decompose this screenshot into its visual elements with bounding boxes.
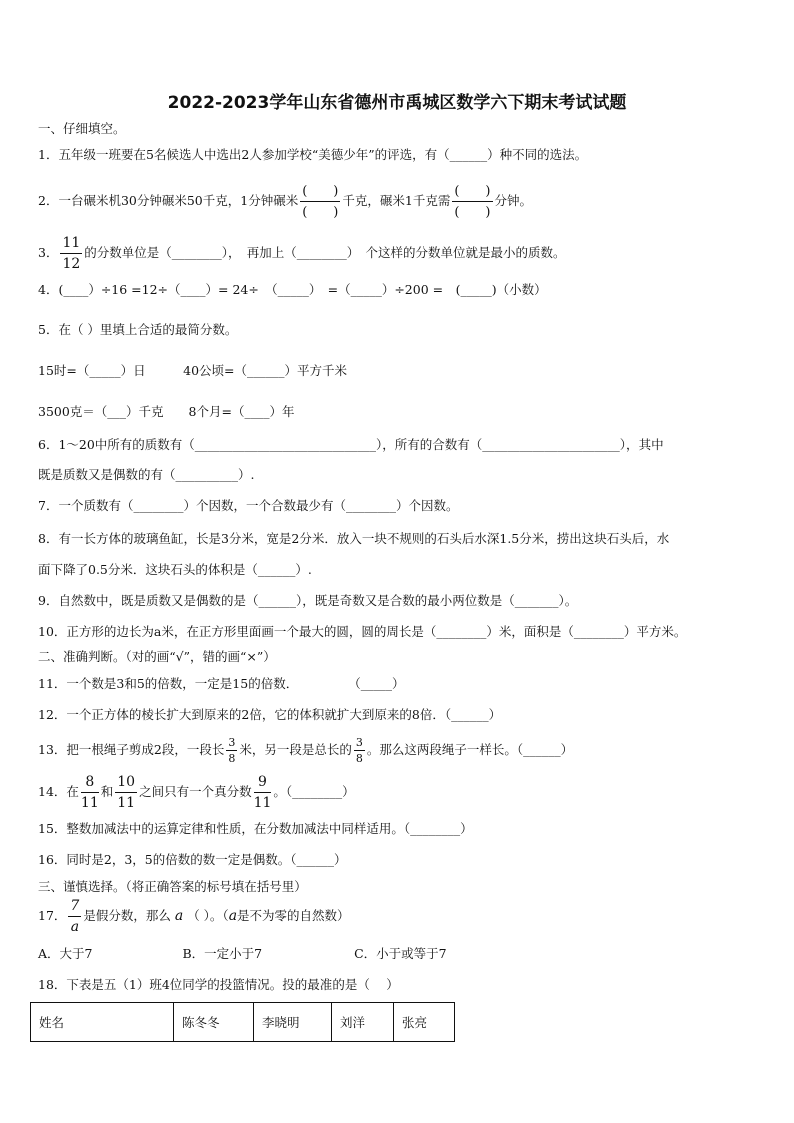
- table-cell: 陈冬冬: [174, 1003, 254, 1042]
- question-6-line-b: 既是质数又是偶数的有（__________）.: [38, 467, 255, 482]
- q13-fraction-2: $\frac{3}{8}$: [355, 735, 363, 765]
- question-1: 1．五年级一班要在5名候选人中选出2人参加学校“美德少年”的评选，有（______）种不同的选法。: [38, 147, 588, 162]
- table-cell: 李晓明: [254, 1003, 332, 1042]
- q14-text-a: 14．在: [38, 784, 79, 799]
- question-6-line-a: 6．1～20中所有的质数有（_____________________________），所有的合数有（______________________），其中: [38, 437, 664, 452]
- question-5: 5．在（ ）里填上合适的最简分数。: [38, 322, 238, 337]
- question-16: 16．同时是2，3，5的倍数的数一定是偶数。（______）: [38, 852, 347, 867]
- table-row: [31, 1003, 455, 1042]
- question-5-line-b: 3500克＝（___）千克 8个月=（____）年: [38, 404, 295, 419]
- q14-text-c: 之间只有一个真分数: [139, 784, 252, 799]
- option-a: A．大于7: [38, 946, 93, 961]
- table-cell: 姓名: [31, 1003, 174, 1042]
- question-10: 10．正方形的边长为a米，在正方形里面画一个最大的圆，圆的周长是（________）米，面积是（________）平方米。: [38, 624, 687, 639]
- q17-text-c: （ ）。（: [187, 908, 229, 923]
- q3-text: 的分数单位是（________）， 再加上（________） 个这样的分数单位就是最小的质数。: [84, 245, 566, 260]
- q17-text-b: 是假分数，那么: [83, 908, 171, 923]
- table-cell: 刘洋: [332, 1003, 394, 1042]
- question-2: [38, 180, 532, 222]
- q17-variable-a-2: a: [228, 908, 238, 924]
- question-17: [38, 896, 350, 936]
- table-cell: 张亮: [394, 1003, 455, 1042]
- q14-fraction-1: $\frac{8}{11}$: [80, 773, 99, 811]
- question-14: [38, 772, 355, 812]
- q14-fraction-3: $\frac{9}{11}$: [253, 773, 272, 811]
- q13-text-b: 米，另一段是总长的: [239, 742, 352, 757]
- q17-number: 17．: [38, 908, 67, 923]
- question-11: 11．一个数是3和5的倍数，一定是15的倍数． （_____）: [38, 676, 405, 691]
- q3-number: 3．: [38, 245, 59, 260]
- section-3-heading: 三、谨慎选择。（将正确答案的标号填在括号里）: [38, 879, 307, 894]
- question-13: [38, 735, 573, 765]
- page-title: 2022-2023学年山东省德州市禹城区数学六下期末考试试题: [167, 93, 627, 113]
- question-5-line-a: 15时=（_____）日 40公顷=（______）平方千米: [38, 363, 348, 378]
- q17-variable-a: a: [174, 908, 184, 924]
- option-b: B．一定小于7: [182, 946, 263, 961]
- q13-text-c: 。那么这两段绳子一样长。（______）: [366, 742, 574, 757]
- q2-text-c: 分钟。: [494, 193, 533, 208]
- q2-text-a: 2．一台碾米机30分钟碾米50千克，1分钟碾米: [38, 193, 299, 208]
- option-c: C．小于或等于7: [354, 946, 447, 961]
- q2-text-b: 千克，碾米1千克需: [342, 193, 451, 208]
- q13-text-a: 13．把一根绳子剪成2段，一段长: [38, 742, 225, 757]
- question-4: 4．(____）÷16 =12÷（____）= 24÷ （_____） =（_____）÷200 = (_____)（小数）: [38, 282, 547, 297]
- question-12: 12．一个正方体的棱长扩大到原来的2倍，它的体积就扩大到原来的8倍．（______）: [38, 707, 502, 722]
- question-3: [38, 233, 566, 273]
- question-8-line-b: 面下降了0.5分米．这块石头的体积是（______）.: [38, 562, 312, 577]
- question-9: 9．自然数中，既是质数又是偶数的是（______），既是奇数又是合数的最小两位数是（_______）。: [38, 593, 578, 608]
- q2-fraction-2: $\frac{( )}{( )}$: [454, 183, 491, 220]
- question-7: 7．一个质数有（________）个因数，一个合数最少有（________）个因数。: [38, 498, 459, 513]
- q17-text-d: 是不为零的自然数）: [237, 908, 350, 923]
- question-18: 18．下表是五（1）班4位同学的投篮情况。投的最准的是（ ）: [38, 977, 399, 992]
- q17-fraction: $\frac{7}{a}$: [70, 897, 80, 935]
- section-1-heading: 一、仔细填空。: [38, 121, 126, 136]
- q3-fraction: $\frac{11}{12}$: [62, 234, 81, 272]
- question-15: 15．整数加减法中的运算定律和性质，在分数加减法中同样适用。（________）: [38, 821, 473, 836]
- question-8-line-a: 8．有一长方体的玻璃鱼缸，长是3分米，宽是2分米．放入一块不规则的石头后水深1.5分米，捞出这块石头后，水: [38, 531, 670, 546]
- section-2-heading: 二、准确判断。（对的画“√”，错的画“×”）: [38, 649, 276, 664]
- q2-fraction-1: $\frac{( )}{( )}$: [302, 183, 339, 220]
- q13-fraction-1: $\frac{3}{8}$: [228, 735, 236, 765]
- q14-text-d: 。（________）: [273, 784, 355, 799]
- basketball-table: [30, 1002, 455, 1042]
- q14-text-b: 和: [100, 784, 114, 799]
- q14-fraction-2: $\frac{10}{11}$: [117, 773, 136, 811]
- question-17-options: [38, 945, 447, 963]
